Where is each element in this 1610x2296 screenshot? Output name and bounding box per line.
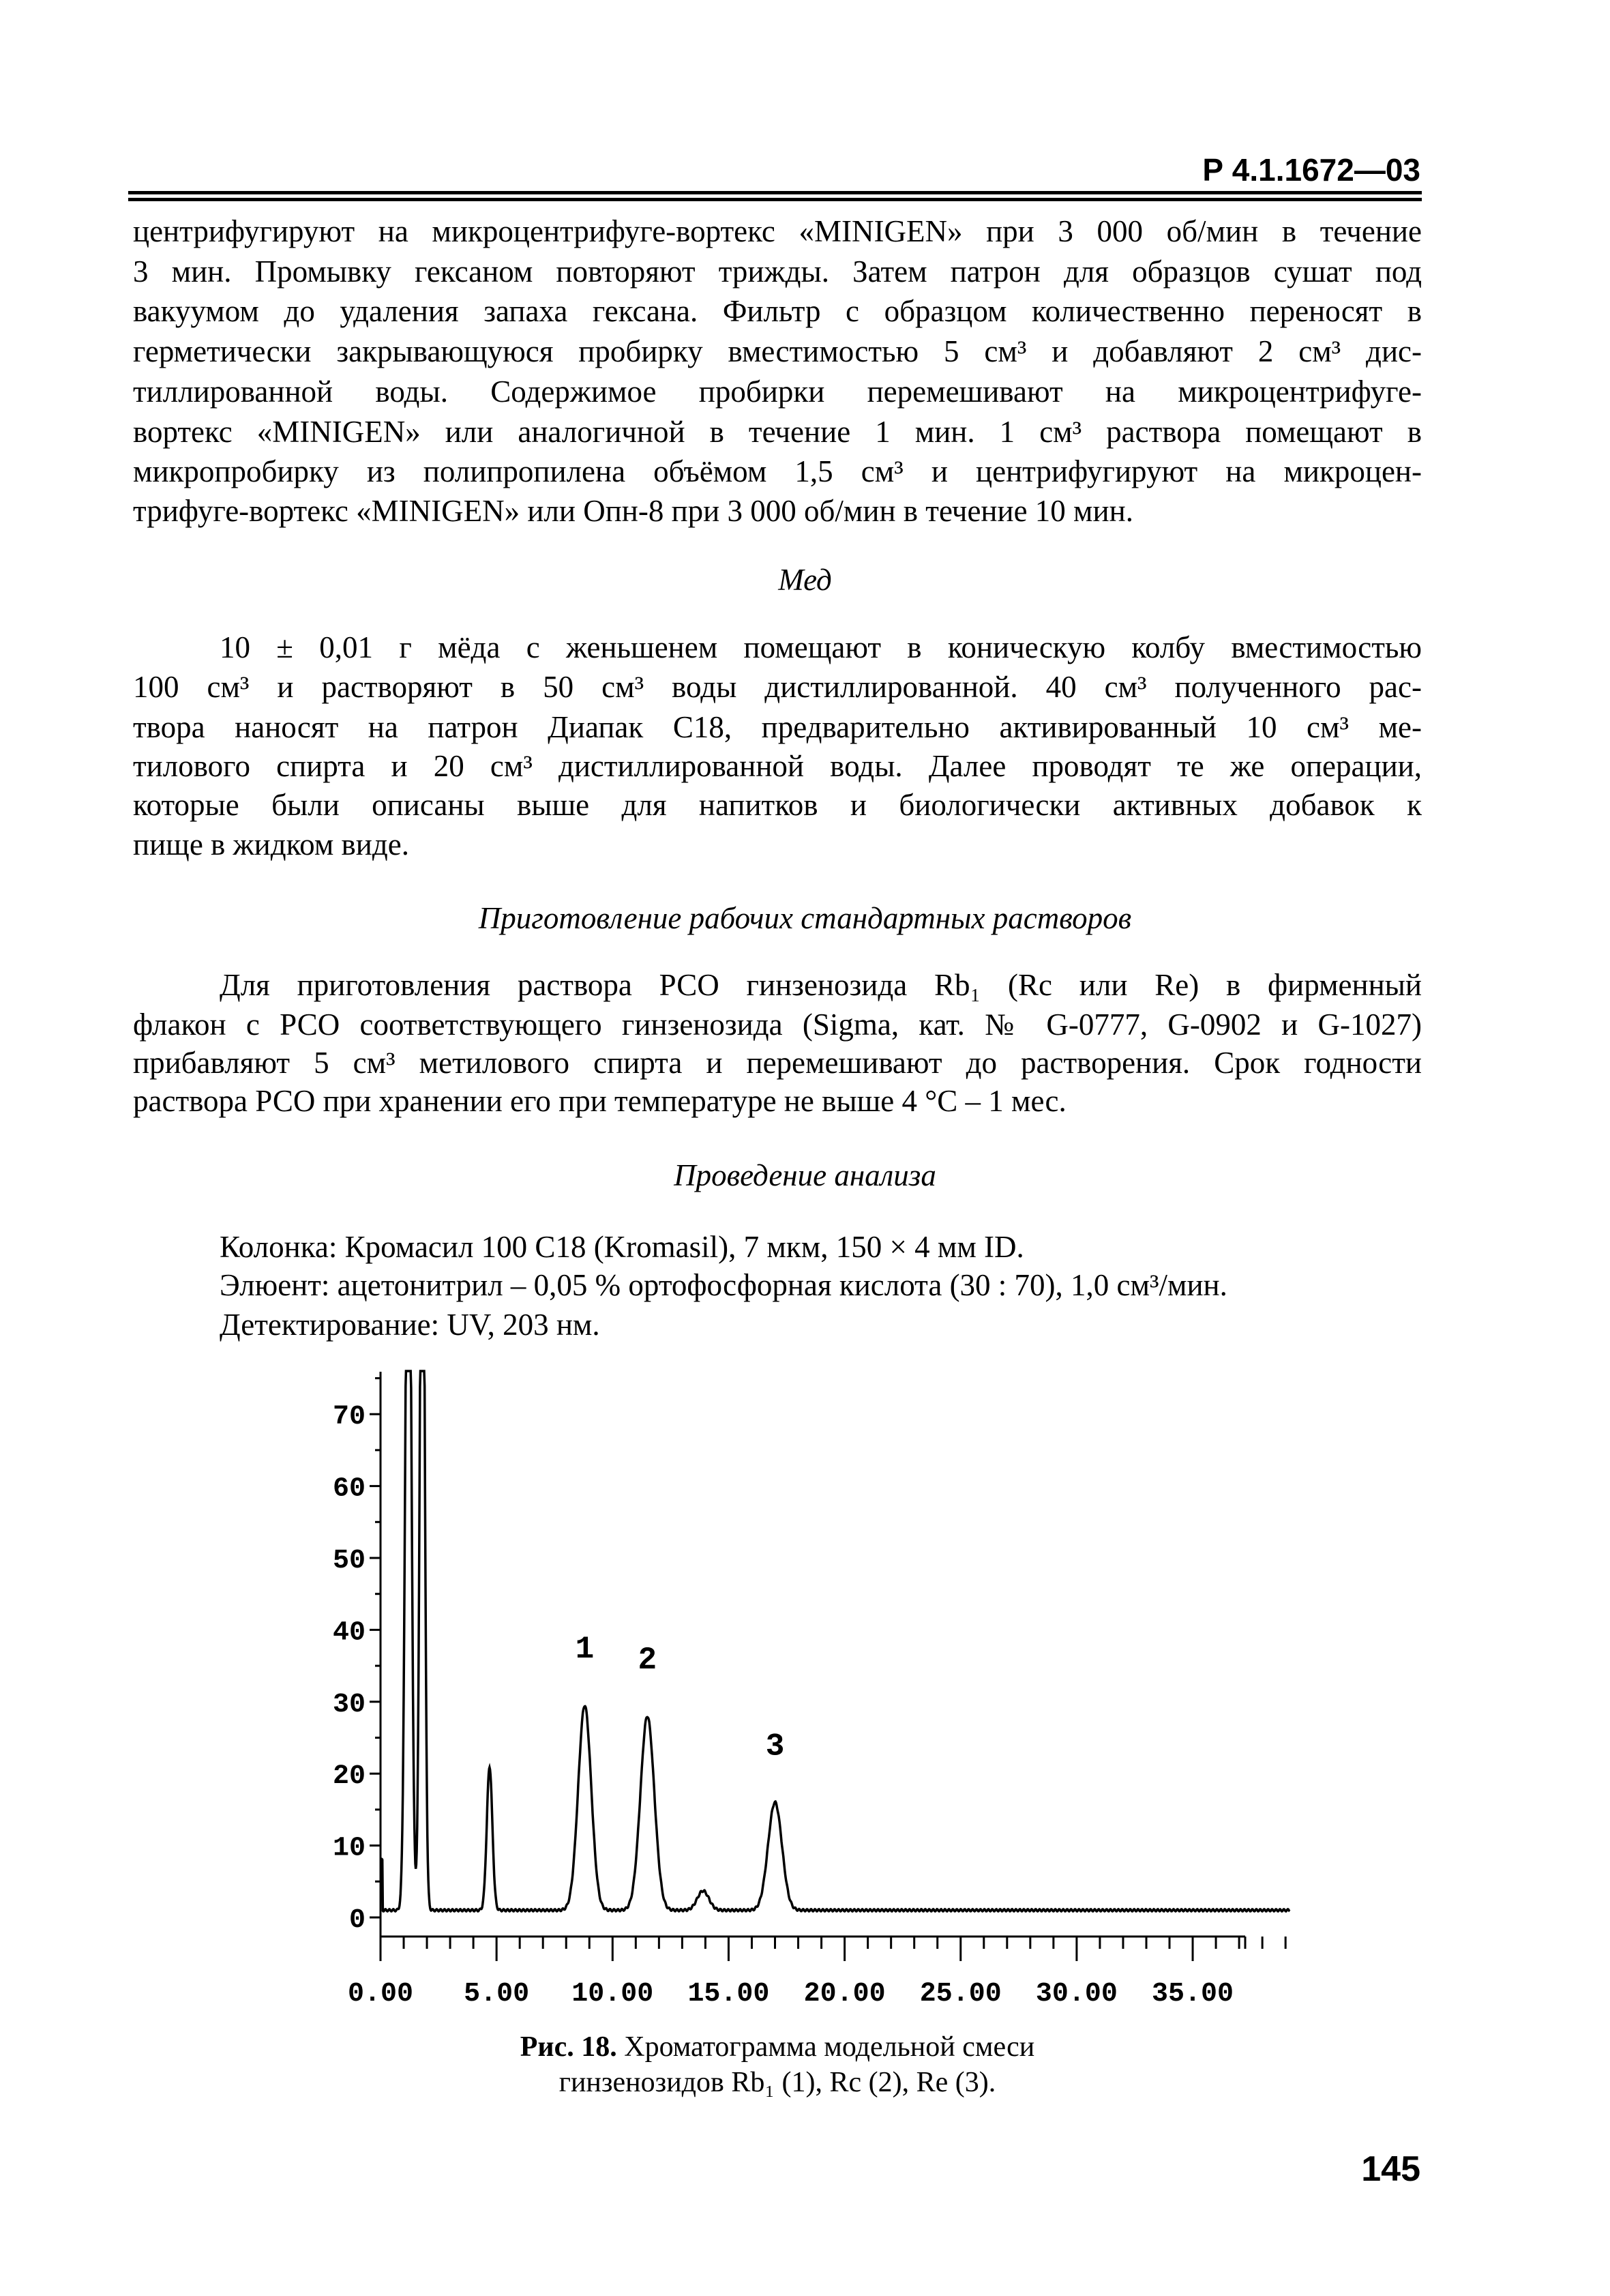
y-tick-label: 20	[332, 1761, 366, 1793]
text-line: 3 мин. Промывку гексаном повторяют трижды. Затем патрон для образцов сушат под	[133, 254, 1422, 289]
text-line: раствора РСО при хранении его при температуре не выше 4 °С – 1 мес.	[133, 1084, 1067, 1118]
y-tick-label: 30	[332, 1689, 366, 1720]
text-line: центрифугируют на микроцентрифуге-вортекс «MINIGEN» при 3 000 об/мин в течение	[133, 214, 1422, 248]
x-tick-label: 15.00	[687, 1979, 770, 2010]
text-line: твора наносят на патрон Диапак С18, предварительно активированный 10 см³ ме-	[133, 710, 1422, 744]
caption-line-2: гинзенозидов Rb₁ (1), Rc (2), Re (3).	[558, 2067, 996, 2098]
x-tick-label: 20.00	[803, 1979, 886, 2010]
text-line: которые были описаны выше для напитков и биологически активных добавок к	[133, 788, 1422, 822]
chart-ticks	[333, 1379, 1285, 2010]
text-line: тиллированной воды. Содержимое пробирки перемешивают на микроцентрифуге-	[133, 374, 1422, 409]
caption-line-1: Хроматограмма модельной смеси	[624, 2031, 1035, 2063]
y-tick-label: 40	[332, 1617, 366, 1649]
peak-label: 2	[638, 1642, 657, 1678]
chart-axes	[381, 1372, 1245, 1937]
text-line: трифуге-вортекс «MINIGEN» или Опн-8 при 3 000 об/мин в течение 10 мин.	[133, 494, 1133, 528]
y-tick-label: 60	[332, 1473, 366, 1505]
x-tick-label: 30.00	[1035, 1979, 1118, 2010]
text-line: пище в жидком виде.	[133, 827, 409, 862]
text-line: флакон с РСО соответствующего гинзенозида (Sigma, кат. № G-0777, G-0902 и G-1027)	[133, 1007, 1422, 1042]
x-tick-label: 0.00	[348, 1979, 413, 2010]
x-tick-label: 35.00	[1152, 1979, 1234, 2010]
text-line: герметически закрывающуюся пробирку вместимостью 5 см³ и добавляют 2 см³ дис-	[133, 334, 1422, 368]
chromatogram-trace	[381, 1371, 1290, 1911]
text-line: вакуумом до удаления запаха гексана. Фильтр с образцом количественно переносят в	[133, 294, 1422, 328]
detection-condition: Детектирование: UV, 203 нм.	[220, 1308, 600, 1342]
text-line: вортекс «MINIGEN» или аналогичной в течение 1 мин. 1 см³ раствора помещают в	[133, 415, 1422, 449]
x-tick-label: 10.00	[571, 1979, 654, 2010]
y-tick-label: 70	[332, 1402, 366, 1433]
y-tick-label: 0	[348, 1905, 366, 1936]
section-heading-analysis: Проведение анализа	[674, 1158, 936, 1192]
document-code: Р 4.1.1672—03	[1202, 152, 1420, 188]
figure-caption	[409, 2029, 1146, 2100]
text-line: Для приготовления раствора РСО гинзенозида Rb₁ (Rc или Re) в фирменный	[220, 968, 1422, 1002]
figure-label: Рис. 18.	[520, 2031, 617, 2063]
page-number: 145	[1361, 2149, 1420, 2189]
x-tick-label: 5.00	[464, 1979, 530, 2010]
peak-label: 1	[575, 1632, 595, 1668]
section-heading-standards: Приготовление рабочих стандартных растворов	[478, 901, 1132, 935]
eluent-condition: Элюент: ацетонитрил – 0,05 % ортофосфорная кислота (30 : 70), 1,0 см³/мин.	[220, 1268, 1227, 1302]
text-line: прибавляют 5 см³ метилового спирта и перемешивают до растворения. Срок годности	[133, 1046, 1422, 1080]
text-line: 100 см³ и растворяют в 50 см³ воды дистиллированной. 40 см³ полученного рас-	[133, 670, 1422, 704]
peak-label: 3	[765, 1728, 785, 1765]
text-line: микропробирку из полипропилена объёмом 1,5 см³ и центрифугируют на микроцен-	[133, 454, 1422, 488]
text-line: 10 ± 0,01 г мёда с женьшенем помещают в коническую колбу вместимостью	[220, 630, 1422, 664]
text-line: тилового спирта и 20 см³ дистиллированной воды. Далее проводят те же операции,	[133, 749, 1422, 783]
column-condition: Колонка: Кромасил 100 С18 (Kromasil), 7 мкм, 150 × 4 мм ID.	[220, 1230, 1024, 1264]
y-tick-label: 50	[332, 1546, 366, 1576]
y-tick-label: 10	[332, 1833, 366, 1864]
section-heading-honey: Мед	[778, 563, 832, 597]
chart-labels	[576, 1632, 785, 1764]
x-tick-label: 25.00	[919, 1979, 1002, 2010]
